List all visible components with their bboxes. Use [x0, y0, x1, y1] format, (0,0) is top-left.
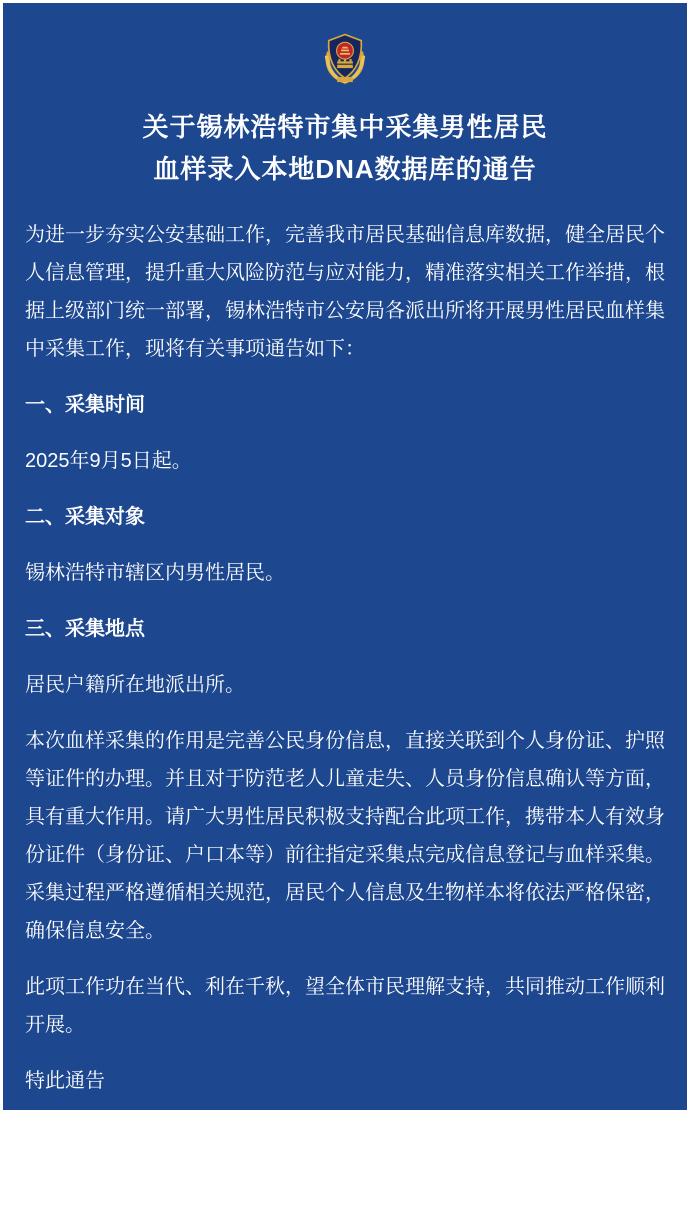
notice-title-line2: 血样录入本地DNA数据库的通告 — [153, 154, 537, 184]
notice-title — [25, 106, 665, 190]
section-3-heading: 三、采集地点 — [25, 618, 145, 640]
section-2-body: 锡林浩特市辖区内男性居民。 — [25, 562, 285, 584]
signature-date: 2025年9月20日 — [527, 1180, 665, 1202]
notice-title-line1: 关于锡林浩特市集中采集男性居民 — [142, 112, 548, 142]
police-badge-icon — [25, 29, 665, 92]
section-3-body: 居民户籍所在地派出所。 — [25, 674, 245, 696]
closing-line: 特此通告 — [25, 1070, 105, 1092]
appeal-paragraph: 此项工作功在当代、利在千秋，望全体市民理解支持，共同推动工作顺利开展。 — [25, 976, 665, 1036]
section-1-body: 2025年9月5日起。 — [25, 450, 192, 472]
signature-agency: 锡林浩特市公安局 — [505, 1126, 665, 1148]
purpose-paragraph: 本次血样采集的作用是完善公民身份信息，直接关联到个人身份证、护照等证件的办理。并且对于防范老人儿童走失、人员身份信息确认等方面，具有重大作用。请广大男性居民积极支持配合此项工作，携带本人有效身份证件（身份证、户口本等）前往指定采集点完成信息登记与血样采集。采集过程严格遵循相关规范，居民个人信息及生物样本将依法严格保密，确保信息安全。 — [25, 730, 665, 942]
section-2-heading: 二、采集对象 — [25, 506, 145, 528]
intro-paragraph: 为进一步夯实公安基础工作，完善我市居民基础信息库数据，健全居民个人信息管理，提升重大风险防范与应对能力，精准落实相关工作举措，根据上级部门统一部署，锡林浩特市公安局各派出所将开展男性居民血样集中采集工作，现将有关事项通告如下： — [25, 224, 665, 360]
section-1-heading: 一、采集时间 — [25, 394, 145, 416]
